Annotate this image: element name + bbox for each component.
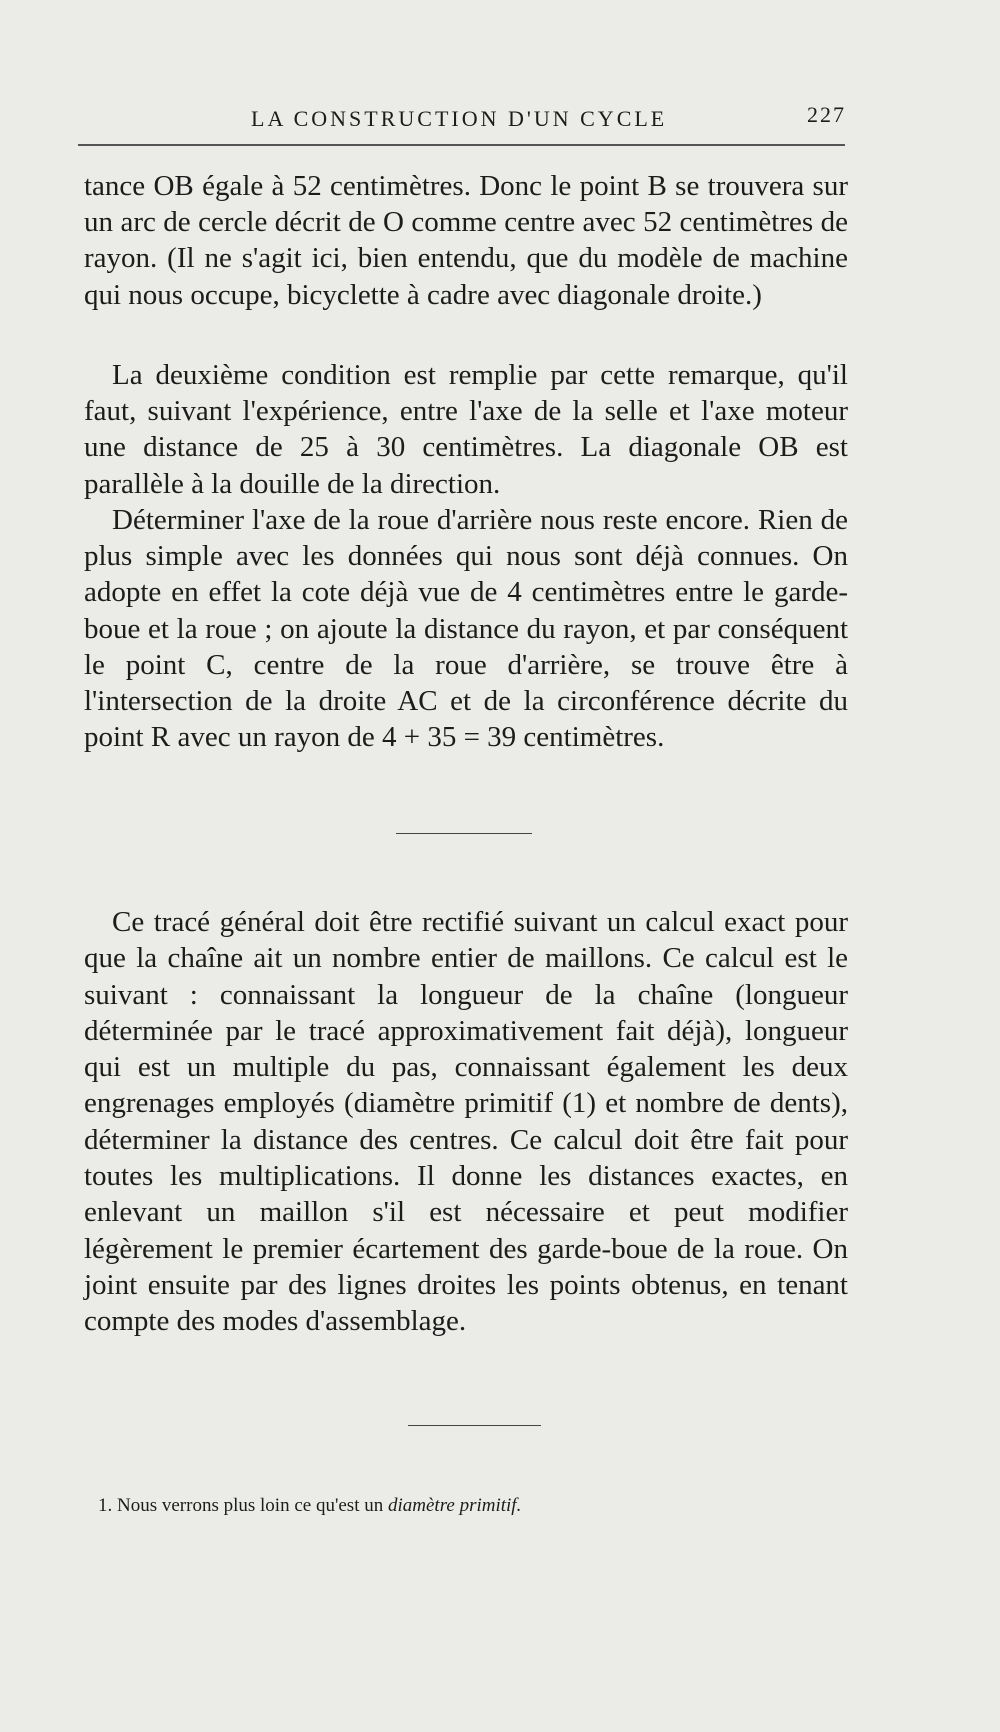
paragraph-2: La deuxième condition est remplie par cette remarque, qu'il faut, suivant l'expérience, entre l'axe de la selle et l'axe moteur une distance de 25 à 30 centimètres. La diagonale OB est parallèle à la douille de la direction. — [84, 359, 848, 500]
header-rule — [78, 144, 845, 146]
page-number: 227 — [807, 102, 846, 127]
footnote-text: 1. Nous verrons plus loin ce qu'est un — [98, 1495, 384, 1516]
page-header — [84, 96, 846, 136]
paragraph-3: Déterminer l'axe de la roue d'arrière nous reste encore. Rien de plus simple avec les données qui nous sont déjà connues. On adopte en effet la cote déjà vue de 4 centimètres entre le garde-boue et la roue ; on ajoute la distance du rayon, et par conséquent le point C, centre de la roue d'arrière, se trouve être à l'intersection de la droite AC et de la circonférence décrite du point R avec un rayon de 4 + 35 = 39 centimètres. — [84, 504, 848, 754]
section-divider — [396, 833, 532, 834]
footnote-term: diamètre primitif. — [387, 1495, 522, 1516]
running-title: LA CONSTRUCTION D'UN CYCLE — [251, 106, 668, 131]
footnote-divider — [408, 1425, 541, 1426]
footnote — [98, 1494, 521, 1518]
paragraph-1: tance OB égale à 52 centimètres. Donc le point B se trouvera sur un arc de cercle décrit de O comme centre avec 52 centimètres de rayon. (Il ne s'agit ici, bien entendu, que du modèle de machine qui nous occupe, bicyclette à cadre avec diagonale droite.) — [84, 170, 848, 311]
paragraph-4: Ce tracé général doit être rectifié suivant un calcul exact pour que la chaîne ait un nombre entier de maillons. Ce calcul est le suivant : connaissant la longueur de la chaîne (longueur déterminée par le tracé approximativement fait déjà), longueur qui est un multiple du pas, connaissant également les deux engrenages employés (diamètre primitif (1) et nombre de dents), déterminer la distance des centres. Ce calcul doit être fait pour toutes les multiplications. Il donne les distances exactes, en enlevant un maillon s'il est nécessaire et peut modifier légèrement le premier écartement des garde-boue de la roue. On joint ensuite par des lignes droites les points obtenus, en tenant compte des modes d'assemblage. — [84, 906, 848, 1338]
